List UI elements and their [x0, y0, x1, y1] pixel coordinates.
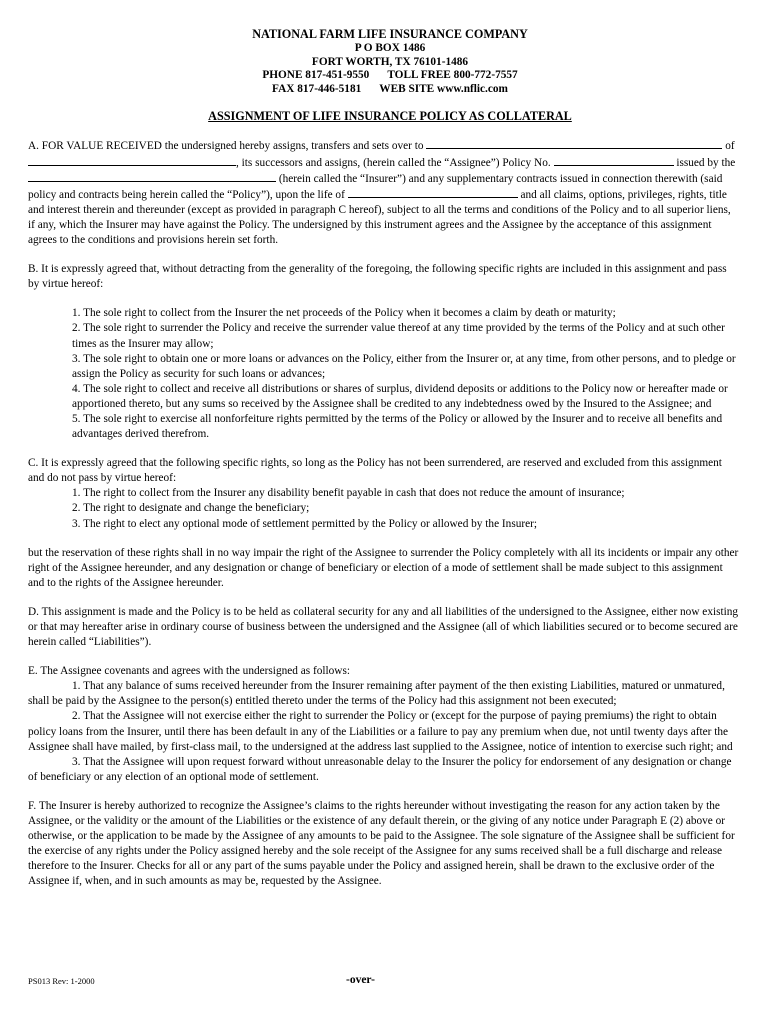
city-line: FORT WORTH, TX 76101-1486 — [311, 55, 469, 68]
section-c-item-1: 1. The right to collect from the Insurer any disability benefit payable in cash that does not reduce the amount of insurance; — [72, 487, 625, 500]
section-e-item-3: 3. That the Assignee will upon request forward without unreasonable delay to the Insurer the policy for endorsement of any designation or change of beneficiary or any election of an optional mode of settlement. — [28, 755, 732, 783]
section-b-item-2: 2. The sole right to surrender the Policy and receive the surrender value thereof at any time provided by the terms of the Policy and at such other times as the Insurer may allow; — [72, 322, 725, 350]
section-a-text-5: (herein called the “Insurer”) and any supplementary contracts issued in connection therewith (said policy and contracts being herein called the “Policy”), upon the life of — [28, 172, 723, 201]
document-title: ASSIGNMENT OF LIFE INSURANCE POLICY AS COLLATERAL — [208, 109, 572, 124]
section-d: D. This assignment is made and the Policy is to be held as collateral security for any and all liabilities of the undersigned to the Assignee, either now existing or that may hereafter arise in ordinary course of business between the undersigned and the Assignee (all of which liabilities secured or to become secured are herein called “Liabilities”). — [28, 605, 739, 649]
section-a — [28, 138, 740, 248]
document-page — [28, 27, 740, 890]
phone: PHONE 817-451-9550 — [262, 69, 370, 82]
section-e-item-1: 1. That any balance of sums received hereunder from the Insurer remaining after payment of the then existing Liabilities, matured or unmatured, shall be paid by the Assignee to the person(s) entitled thereto under the terms of the Policy had this assignment not been executed; — [28, 680, 725, 708]
letterhead — [40, 27, 740, 96]
fax: FAX 817-446-5181 — [272, 82, 362, 95]
company-name: NATIONAL FARM LIFE INSURANCE COMPANY — [252, 27, 528, 41]
section-c-intro: C. It is expressly agreed that the following specific rights, so long as the Policy has not been surrendered, are reserved and excluded from this assignment and do not pass by virtue hereof: — [28, 457, 722, 485]
phone-line — [40, 69, 740, 83]
section-a-text-2: of — [725, 140, 735, 153]
website: WEB SITE www.nflic.com — [379, 82, 508, 95]
toll-free: TOLL FREE 800-772-7557 — [387, 69, 518, 82]
section-f: F. The Insurer is hereby authorized to recognize the Assignee’s claims to the rights hereunder without investigating the reason for any action taken by the Assignee, or the validity or the amount of the Liabilities or the existence of any default therein, or the giving of any notice under Paragraph E (2) above or otherwise, or the application to be made by the Assignee of any amounts to be paid to the Assignee. The sole signature of the Assignee shall be sufficient for the exercise of any rights under the Policy assigned hereby and the sole receipt of the Assignee for any sums received shall be a full discharge and release therefore to the Insurer. Checks for all or any part of the sums payable under the Policy and assigned herein, shall be drawn to the exclusive order of the Assignee if, when, and in such amounts as may be, requested by the Assignee. — [28, 799, 735, 888]
form-revision: PS013 Rev: 1-2000 — [28, 976, 95, 986]
section-c-item-3: 3. The right to elect any optional mode of settlement permitted by the Policy or allowed by the Insurer; — [72, 517, 538, 530]
section-c-list — [72, 486, 740, 531]
assignee-name-field[interactable] — [426, 138, 722, 149]
section-c-closing: but the reservation of these rights shall in no way impair the right of the Assignee to surrender the Policy completely with all its incidents or impair any other right of the Assignee hereunder, and any designation or change of beneficiary or election of a mode of settlement shall be made subject to this assignment and to the rights of the Assignee hereunder. — [28, 546, 739, 589]
section-b-list — [72, 306, 740, 442]
insured-name-field[interactable] — [348, 187, 518, 198]
section-e-item-2: 2. That the Assignee will not exercise either the right to surrender the Policy or (except for the purpose of paying premiums) the right to obtain policy loans from the Insurer, until there has been default in any of the Liabilities or a failure to pay any premium when due, not until twenty days after the Assignee shall have mailed, by first-class mail, to the undersigned at the address last supplied to the Assignee, notice of intention to exercise such right; and — [28, 710, 733, 753]
section-a-text-1: A. FOR VALUE RECEIVED the undersigned hereby assigns, transfers and sets over to — [28, 140, 424, 153]
section-b-item-4: 4. The sole right to collect and receive all distributions or shares of surplus, dividend deposits or additions to the Policy now or hereafter made or apportioned thereto, but any sums so received by the Assignee shall be credited to any indebtedness owed by the Insured to the Assignee; and — [72, 382, 728, 410]
policy-number-field[interactable] — [554, 155, 674, 166]
section-a-text-6: and all claims, options, privileges, rights, title and interest therein and thereunder (except as provided in paragraph C hereof), subject to all the terms and conditions of the Policy and to all superior liens, if any, which the Insurer may have against the Policy. The undersigned by this instrument agrees and the Assignee by the acceptance of this assignment agrees to the conditions and provisions herein set forth. — [28, 188, 731, 247]
section-c-item-2: 2. The right to designate and change the beneficiary; — [72, 502, 310, 515]
section-b-item-3: 3. The sole right to obtain one or more loans or advances on the Policy, either from the Insurer or, at any time, from other persons, and to pledge or assign the Policy as security for such loans or advances; — [72, 352, 736, 380]
section-b-item-5: 5. The sole right to exercise all nonforfeiture rights permitted by the terms of the Policy or allowed by the Insurer and to receive all benefits and advantages derived therefrom. — [72, 412, 723, 441]
fax-line — [40, 83, 740, 97]
assignee-address-field[interactable] — [28, 155, 236, 166]
section-a-text-3: , its successors and assigns, (herein called the “Assignee”) Policy No. — [236, 156, 551, 169]
section-b-intro: B. It is expressly agreed that, without detracting from the generality of the foregoing, the following specific rights are included in this assignment and pass by virtue hereof: — [28, 263, 727, 291]
section-b-item-1: 1. The sole right to collect from the Insurer the net proceeds of the Policy when it becomes a claim by death or maturity; — [72, 307, 616, 320]
section-a-text-4: issued by the — [676, 156, 736, 169]
insurer-name-field[interactable] — [28, 171, 276, 182]
po-box: P O BOX 1486 — [354, 42, 426, 54]
over-indicator: -over- — [346, 974, 375, 986]
section-e-intro: E. The Assignee covenants and agrees with the undersigned as follows: — [28, 665, 350, 678]
